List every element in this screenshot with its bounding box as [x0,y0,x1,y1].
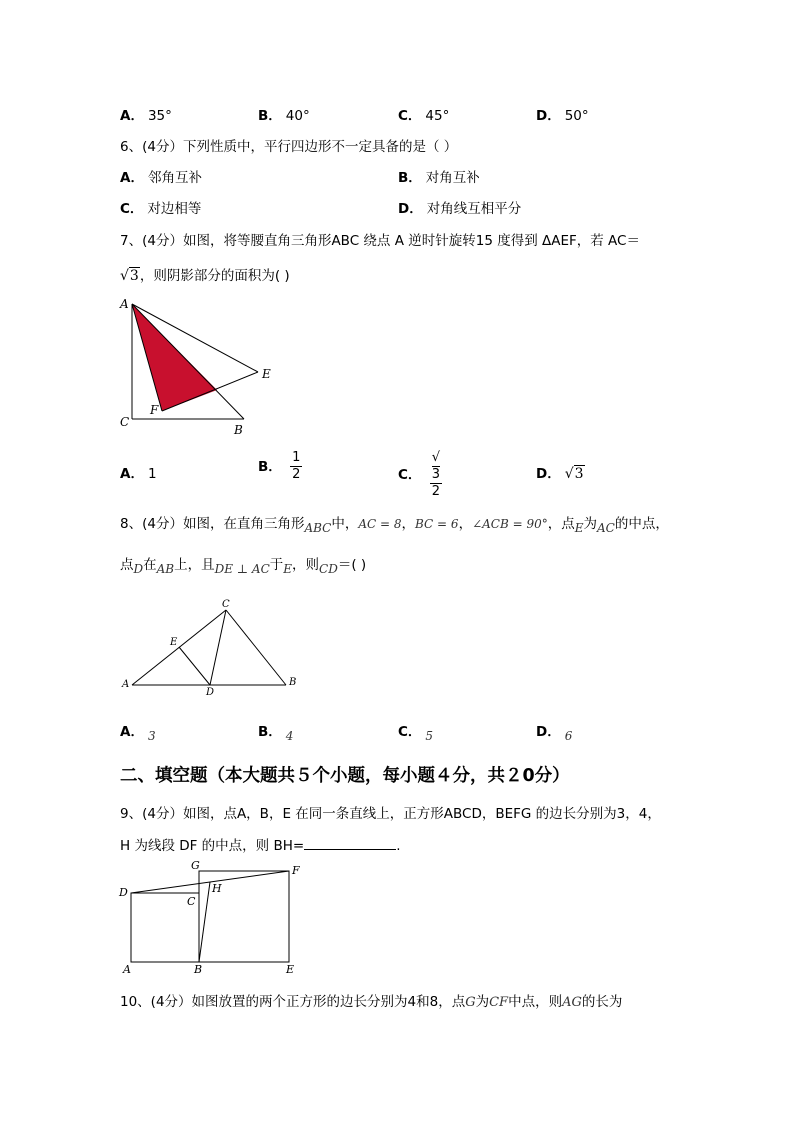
q8-label-b: B [289,677,297,688]
q7-shaded-region [132,304,217,411]
q6-option-d: D． 对角线互相平分 [398,201,522,217]
q8-option-b: B． 4 [258,724,294,743]
q9-label-c: C [187,895,196,908]
q7-label-e: E [262,367,271,381]
q7-frac-sqrt3-over-2: √ 3 2 [431,450,441,499]
q7-option-a: A． 1 [120,466,157,482]
q9-line-bh [199,882,210,962]
q9-label-h: H [212,882,222,895]
q6-option-c: C． 对边相等 [120,201,202,217]
q8-label-a: A [122,679,130,690]
q7-label-a: A [120,297,129,311]
q8-stem-line2: 点D在AB上，且DE ⊥ AC于E，则CD＝( ) [120,557,367,576]
q9-label-d: D [119,886,128,899]
q6-stem: 6、(4分）下列性质中，平行四边形不一定具备的是（ ） [120,139,458,155]
q7-sqrt: √3 [120,268,139,284]
q7-stem-line2: √3，则阴影部分的面积为( ) [120,268,290,284]
q9-stem-line1: 9、(4分）如图，点A，B，E 在同一条直线上，正方形ABCD，BEFG 的边长分别为3，4， [120,806,661,822]
q9-label-b: B [194,963,203,976]
q8-line-cb [226,610,286,685]
section-title-fill-in: 二、填空题（本大题共５个小题，每小题４分，共２0分） [120,766,570,786]
q9-label-a: A [123,963,131,976]
q5-option-b: B． 40° [258,108,310,124]
q9-label-g: G [191,859,200,872]
q8-label-e: E [170,637,178,648]
q9-stem-line2: H 为线段 DF 的中点，则 BH= . [120,838,401,854]
q8-option-c: C． 5 [398,724,434,743]
q7-label-c: C [120,415,130,429]
q9-answer-blank[interactable] [304,837,396,850]
q8-option-d: D． 6 [536,724,573,743]
q8-option-a: A． 3 [120,724,156,743]
q8-stem-line1: 8、(4分）如图，在直角三角形ABC中，AC = 8，BC = 6，∠ACB = 90°，点E为AC的中点， [120,516,669,535]
q7-label-f: F [150,403,159,417]
q8-figure [118,596,308,698]
q9-label-e: E [286,963,295,976]
q5-option-c: C． 45° [398,108,450,124]
q7-label-b: B [234,423,243,437]
q7-frac-half: $\frac{1}{2}$ [292,450,301,482]
q7-stem-line1: 7、(4分）如图，将等腰直角三角形ABC 绕点 A 逆时针旋转15 度得到 ΔAEF，若 AC＝ [120,233,640,249]
q5-option-d: D． 50° [536,108,589,124]
q7-option-b: B． $\frac{1}{2}$ [258,450,301,482]
q10-stem: 10、(4分）如图放置的两个正方形的边长分别为4和8，点G为CF中点，则AG的长为 [120,994,623,1010]
q8-line-de [179,647,210,685]
q5-option-a: A． 35° [120,108,172,124]
q9-figure [114,858,310,978]
q7-option-c: C． √ 3 2 [398,450,441,499]
q7-option-d: D． √3 [536,466,584,482]
q6-option-b: B． 对角互补 [398,170,480,186]
q6-option-a: A． 邻角互补 [120,170,202,186]
q7-figure [112,292,292,442]
q8-label-d: D [206,687,215,698]
q9-label-f: F [292,864,300,877]
q8-label-c: C [222,599,230,610]
